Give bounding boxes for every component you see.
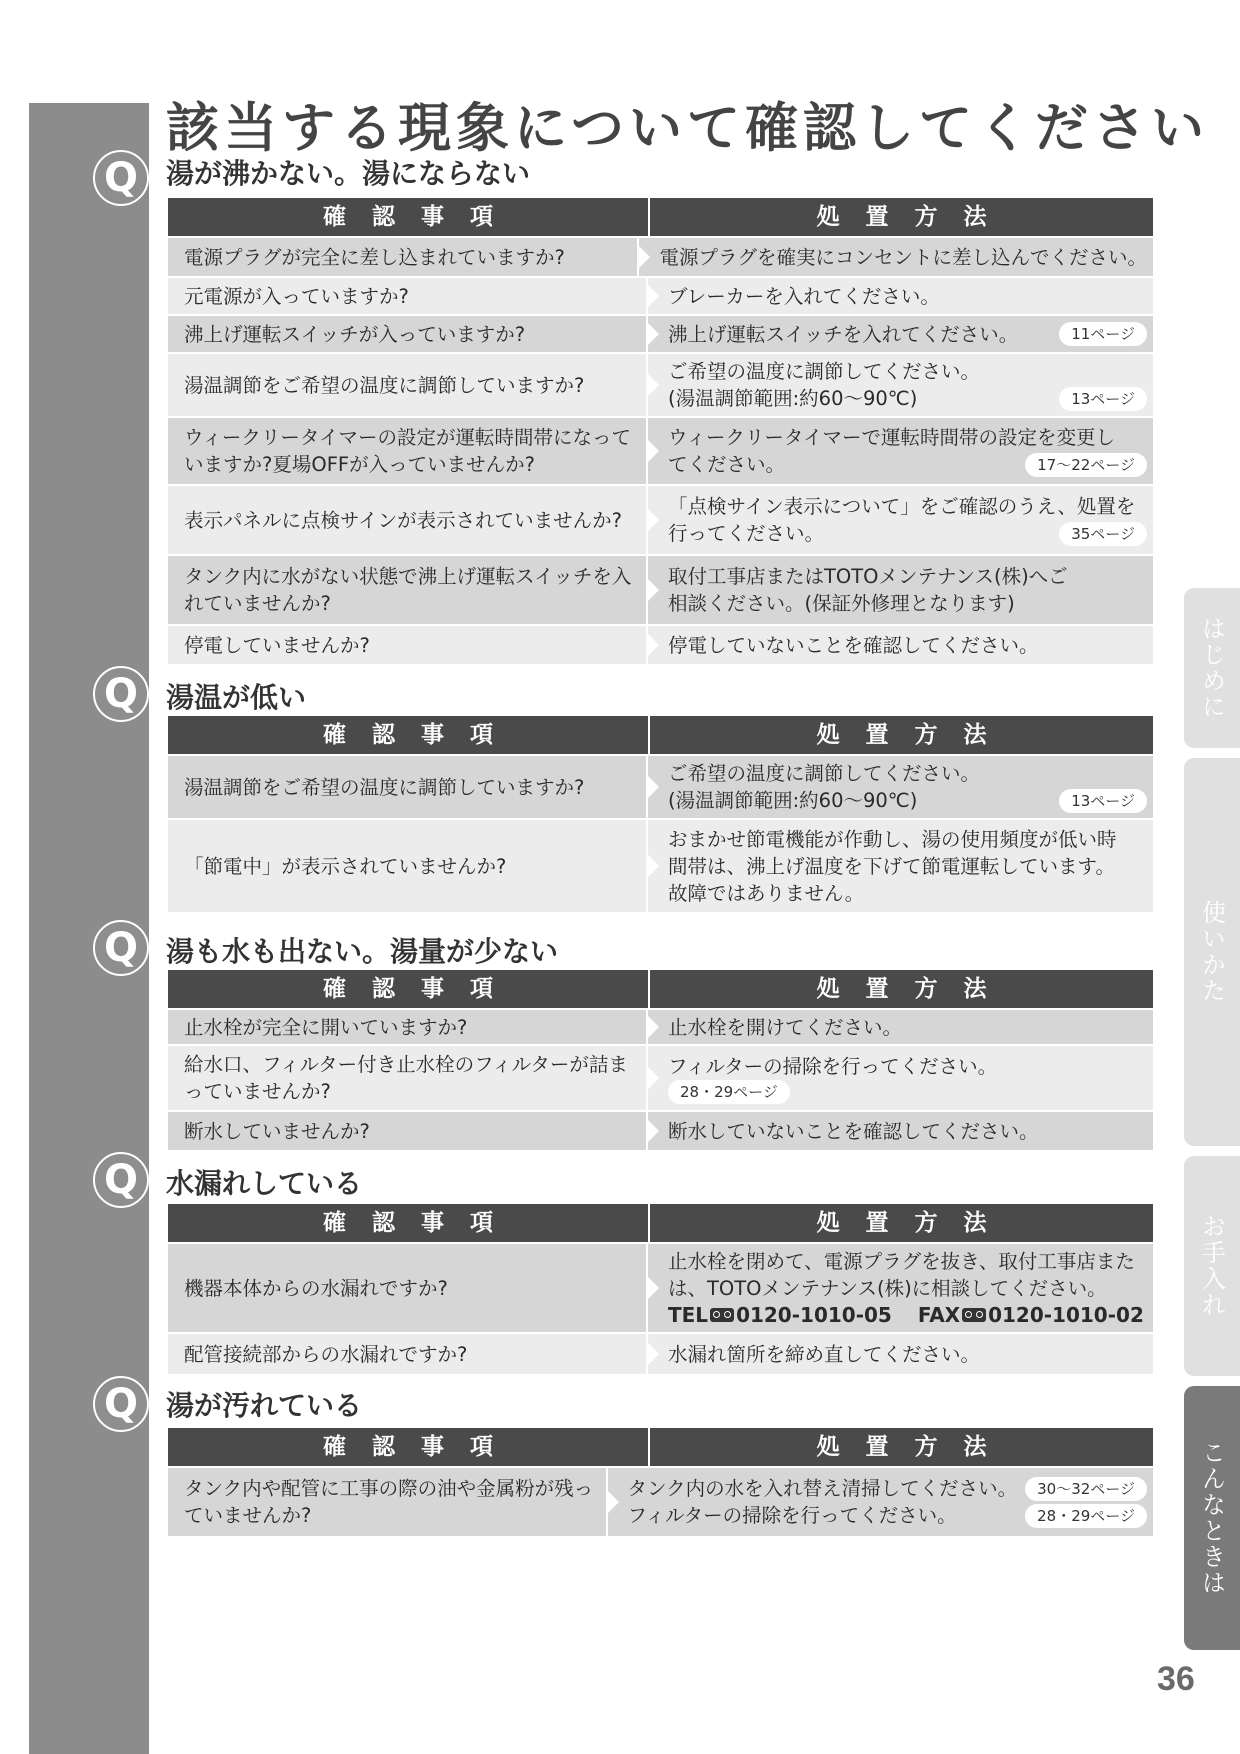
action-text: フィルターの掃除を行ってください。 (668, 1054, 998, 1078)
action-text: ご希望の温度に調節してください。 (668, 360, 981, 383)
check-cell: 湯温調節をご希望の温度に調節していますか? (168, 354, 648, 416)
arrow-right-icon (648, 579, 659, 601)
action-text: 相談ください。(保証外修理となります) (668, 592, 1015, 615)
table-row (168, 1008, 1153, 1044)
page-title: 該当する現象について確認してください (166, 98, 1209, 159)
table-header (168, 1204, 1153, 1242)
q-icon: Q (93, 666, 149, 722)
check-cell: 止水栓が完全に開いていますか? (168, 1010, 648, 1044)
action-text: 間帯は、沸上げ温度を下げて節電運転しています。 (668, 854, 1115, 878)
side-tab-usage[interactable]: 使いかた (1184, 758, 1240, 1146)
check-cell: 表示パネルに点検サインが表示されていませんか? (168, 486, 648, 554)
header-action: 処置方法 (816, 976, 1013, 1002)
side-tab-troubleshooting[interactable]: こんなときは (1184, 1386, 1240, 1650)
check-cell: 給水口、フィルター付き止水栓のフィルターが詰まっていませんか? (168, 1046, 648, 1110)
action-cell (648, 486, 1153, 554)
section-title: 湯が汚れている (166, 1389, 363, 1422)
table-row (168, 484, 1153, 554)
header-action: 処置方法 (816, 1210, 1013, 1236)
arrow-right-icon (648, 440, 659, 462)
action-text: ご希望の温度に調節してください。 (668, 762, 981, 785)
header-check: 確認事項 (168, 1428, 650, 1466)
q-icon: Q (93, 1152, 149, 1208)
header-check: 確認事項 (168, 716, 650, 754)
action-cell (648, 278, 1153, 314)
arrow-right-icon (648, 1016, 659, 1038)
check-cell: 断水していませんか? (168, 1112, 648, 1150)
action-text: 止水栓を開けてください。 (668, 1015, 903, 1039)
table-row (168, 624, 1153, 664)
action-text: 水漏れ箇所を締め直してください。 (668, 1342, 981, 1366)
page-ref-badge[interactable]: 35ページ (1059, 522, 1147, 546)
page-number: 36 (1157, 1660, 1195, 1698)
table-row (168, 276, 1153, 314)
action-text: (湯温調節範囲:約60〜90℃) (668, 789, 918, 812)
action-cell (648, 626, 1153, 664)
action-text: 電源プラグを確実にコンセントに差し込んでください。 (659, 245, 1147, 269)
troubleshoot-table (168, 1428, 1153, 1536)
arrow-right-icon (648, 374, 659, 396)
free-dial-icon (710, 1308, 734, 1322)
action-cell (648, 354, 1153, 416)
action-text: 「点検サイン表示について」をご確認のうえ、処置を (668, 495, 1136, 518)
arrow-right-icon (648, 1067, 659, 1089)
arrow-right-icon (648, 776, 659, 798)
action-text: 断水していないことを確認してください。 (668, 1119, 1039, 1143)
check-cell: 停電していませんか? (168, 626, 648, 664)
check-cell: 機器本体からの水漏れですか? (168, 1244, 648, 1332)
action-cell (648, 1010, 1153, 1044)
action-text: タンク内の水を入れ替え清掃してください。 (627, 1477, 1018, 1500)
action-cell (648, 1334, 1153, 1374)
action-cell (648, 1046, 1153, 1110)
check-cell: 「節電中」が表示されていませんか? (168, 820, 648, 912)
table-row (168, 754, 1153, 818)
table-header (168, 970, 1153, 1008)
page-ref-badge[interactable]: 30〜32ページ (1025, 1477, 1147, 1501)
page-ref-badge[interactable]: 28・29ページ (1025, 1504, 1147, 1528)
arrow-right-icon (648, 855, 659, 877)
arrow-right-icon (648, 285, 659, 307)
arrow-right-icon (648, 634, 659, 656)
page-ref-badge[interactable]: 17〜22ページ (1025, 453, 1147, 477)
section-title: 湯も水も出ない。湯量が少ない (166, 935, 559, 968)
q-icon: Q (93, 920, 149, 976)
table-row (168, 818, 1153, 912)
check-cell: 湯温調節をご希望の温度に調節していますか? (168, 756, 648, 818)
header-action: 処置方法 (816, 722, 1013, 748)
arrow-right-icon (608, 1491, 619, 1513)
check-cell: 電源プラグが完全に差し込まれていますか? (168, 238, 639, 276)
troubleshoot-table (168, 970, 1153, 1150)
table-row (168, 416, 1153, 484)
page-ref-badge[interactable]: 28・29ページ (668, 1080, 790, 1104)
table-row (168, 352, 1153, 416)
check-cell: 元電源が入っていますか? (168, 278, 648, 314)
table-row (168, 314, 1153, 352)
action-text: てください。 (668, 453, 786, 476)
table-row (168, 1242, 1153, 1332)
table-row (168, 1110, 1153, 1150)
header-check: 確認事項 (168, 198, 650, 236)
check-cell: タンク内に水がない状態で沸上げ運転スイッチを入れていませんか? (168, 556, 648, 624)
check-cell: ウィークリータイマーの設定が運転時間帯になっていますか?夏場OFFが入っていませんか? (168, 418, 648, 484)
action-text: 沸上げ運転スイッチを入れてください。 (668, 322, 1019, 346)
table-row (168, 554, 1153, 624)
arrow-right-icon (648, 1277, 659, 1299)
section-title: 湯温が低い (166, 681, 307, 714)
page-ref-badge[interactable]: 13ページ (1059, 387, 1147, 411)
action-text: ウィークリータイマーで運転時間帯の設定を変更し (668, 426, 1115, 449)
table-row (168, 1466, 1153, 1536)
tel-number[interactable]: 0120-1010-05 (736, 1302, 892, 1327)
action-text: (湯温調節範囲:約60〜90℃) (668, 387, 918, 410)
page-ref-badge[interactable]: 13ページ (1059, 789, 1147, 813)
action-text: ブレーカーを入れてください。 (668, 284, 940, 308)
action-cell (648, 1112, 1153, 1150)
arrow-right-icon (648, 1343, 659, 1365)
table-header (168, 198, 1153, 236)
section-title: 湯が沸かない。湯にならない (166, 157, 531, 190)
tel-label: TEL (668, 1302, 709, 1327)
action-text: は、TOTOメンテナンス(株)に相談してください。 (668, 1276, 1107, 1300)
header-check: 確認事項 (168, 1204, 650, 1242)
action-text: おまかせ節電機能が作動し、湯の使用頻度が低い時 (668, 827, 1117, 851)
header-action: 処置方法 (816, 1434, 1013, 1460)
table-row (168, 1332, 1153, 1374)
side-tab-introduction[interactable]: はじめに (1184, 588, 1240, 748)
troubleshoot-table (168, 198, 1153, 664)
action-text: 止水栓を閉めて、電源プラグを抜き、取付工事店また (668, 1249, 1135, 1273)
action-cell (648, 756, 1153, 818)
action-text: 行ってください。 (668, 522, 825, 545)
page-ref-badge[interactable]: 11ページ (1059, 322, 1147, 346)
action-cell (648, 418, 1153, 484)
action-text: 停電していないことを確認してください。 (668, 633, 1039, 657)
header-action: 処置方法 (816, 204, 1013, 230)
action-text: フィルターの掃除を行ってください。 (627, 1504, 957, 1527)
header-check: 確認事項 (168, 970, 650, 1008)
arrow-right-icon (639, 246, 650, 268)
arrow-right-icon (648, 323, 659, 345)
arrow-right-icon (648, 1120, 659, 1142)
free-dial-icon (962, 1308, 986, 1322)
action-cell (608, 1468, 1154, 1536)
section-title: 水漏れしている (166, 1167, 363, 1200)
action-text: 取付工事店またはTOTOメンテナンス(株)へご (668, 565, 1068, 588)
action-cell (648, 316, 1153, 352)
table-header (168, 1428, 1153, 1466)
action-cell (648, 1244, 1153, 1332)
table-row (168, 1044, 1153, 1110)
action-cell (639, 238, 1153, 276)
q-icon: Q (93, 1376, 149, 1432)
q-icon: Q (93, 150, 149, 206)
table-row (168, 236, 1153, 276)
contact-line (668, 1302, 1147, 1329)
action-cell (648, 820, 1153, 912)
side-tab-maintenance[interactable]: お手入れ (1184, 1156, 1240, 1376)
troubleshoot-table (168, 716, 1153, 912)
fax-number[interactable]: 0120-1010-02 (988, 1302, 1144, 1327)
check-cell: タンク内や配管に工事の際の油や金属粉が残っていませんか? (168, 1468, 608, 1536)
action-cell (648, 556, 1153, 624)
check-cell: 配管接続部からの水漏れですか? (168, 1334, 648, 1374)
troubleshoot-table (168, 1204, 1153, 1374)
table-header (168, 716, 1153, 754)
action-text: 故障ではありません。 (668, 881, 865, 905)
fax-label: FAX (917, 1302, 961, 1327)
arrow-right-icon (648, 509, 659, 531)
check-cell: 沸上げ運転スイッチが入っていますか? (168, 316, 648, 352)
